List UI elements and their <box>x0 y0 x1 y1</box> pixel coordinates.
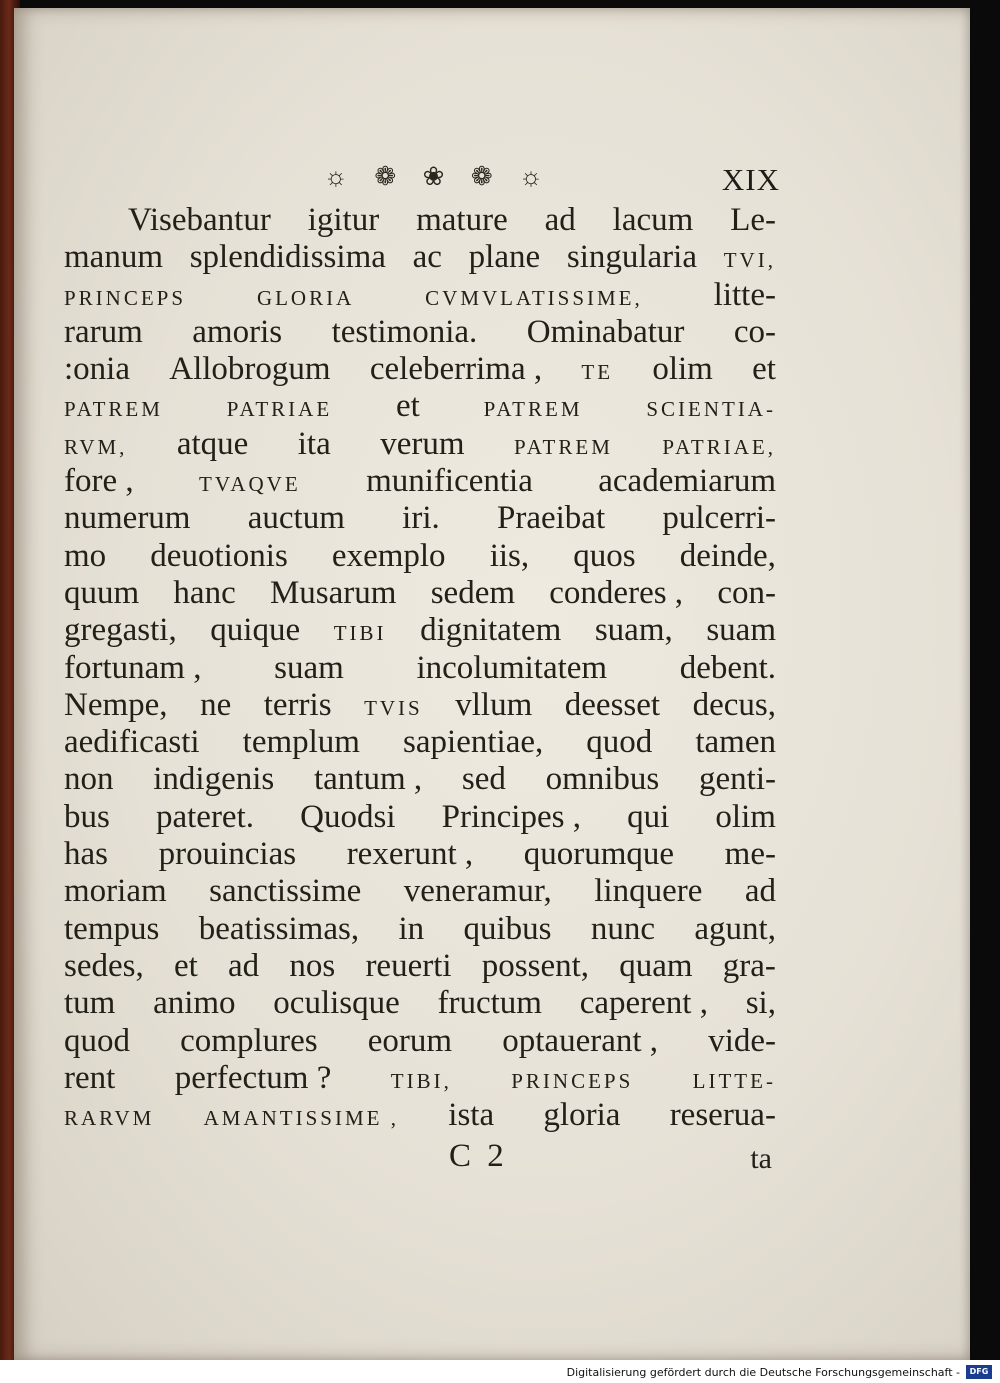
word: tantum , <box>313 761 423 798</box>
word: igitur <box>307 202 380 238</box>
text-line <box>64 463 776 500</box>
word: nunc <box>590 910 656 947</box>
word: rent <box>64 1059 116 1096</box>
word: PATRIAE, <box>662 434 776 459</box>
word: RARVM <box>64 1106 155 1131</box>
text-line <box>64 836 776 873</box>
word: TVI, <box>723 248 776 273</box>
word: qui <box>627 798 670 835</box>
word: et <box>173 947 198 984</box>
word: auctum <box>247 500 345 537</box>
word: PATREM <box>483 397 583 422</box>
body-text <box>64 202 776 1134</box>
word: Praeibat <box>497 500 606 537</box>
word: LITTE- <box>692 1068 776 1093</box>
word: sedem <box>430 574 516 611</box>
text-line <box>64 388 776 425</box>
word: amoris <box>192 313 283 350</box>
word: Nempe, <box>64 686 168 723</box>
word: TE <box>581 360 614 385</box>
word: sed <box>461 761 506 798</box>
text-line <box>64 500 776 537</box>
word: complures <box>180 1022 318 1059</box>
word: pulcerri- <box>662 500 776 537</box>
word: reserua- <box>669 1097 776 1134</box>
word: prouincias <box>158 836 297 873</box>
running-header <box>64 162 780 202</box>
text-line <box>64 575 776 612</box>
word: Le- <box>730 202 776 238</box>
word: PRINCEPS <box>64 285 187 310</box>
word: suam, <box>594 612 673 649</box>
word: oculisque <box>273 985 400 1022</box>
word: incolumitatem <box>416 649 608 686</box>
word: rexerunt , <box>346 836 474 873</box>
word: nos <box>289 947 336 984</box>
word: linquere <box>594 873 703 910</box>
word: exemplo <box>331 537 446 574</box>
text-line <box>64 426 776 463</box>
word: debent. <box>679 649 776 686</box>
word: moriam <box>64 873 167 910</box>
word: Quodsi <box>300 798 396 835</box>
word: suam <box>274 649 344 686</box>
dfg-logo: DFG <box>966 1365 992 1379</box>
text-line <box>64 911 776 948</box>
word: eorum <box>367 1022 453 1059</box>
word: ad <box>544 202 576 238</box>
text-line <box>64 1023 776 1060</box>
text-line <box>64 799 776 836</box>
word: veneramur, <box>403 873 552 910</box>
word: vide- <box>708 1022 776 1059</box>
word: mature <box>416 202 508 238</box>
word: gregasti, <box>64 612 177 649</box>
word: ac <box>412 239 442 276</box>
word: TVAQVE <box>199 472 301 497</box>
word: Visebantur <box>128 202 271 238</box>
text-line <box>64 239 776 276</box>
word: ad <box>228 947 260 984</box>
word: Musarum <box>269 574 397 611</box>
text-line <box>64 277 776 314</box>
word: GLORIA <box>256 285 355 310</box>
word: ista <box>448 1097 495 1134</box>
funding-notice: Digitalisierung gefördert durch die Deutsche Forschungsgemeinschaft - <box>566 1366 960 1379</box>
word: pateret. <box>155 798 255 835</box>
word: ad <box>744 873 776 910</box>
word: hanc <box>173 574 236 611</box>
text-line <box>64 1060 776 1097</box>
word: indigenis <box>153 761 275 798</box>
word: TIBI, <box>390 1068 452 1093</box>
word: iri. <box>402 500 440 537</box>
text-line <box>64 314 776 351</box>
word: caperent , <box>579 985 708 1022</box>
word: manum <box>64 239 163 276</box>
word: beatissimas, <box>198 910 360 947</box>
word: conderes , <box>549 574 684 611</box>
word: tempus <box>64 910 160 947</box>
word: deinde, <box>679 537 776 574</box>
word: quod <box>586 724 653 761</box>
word: fructum <box>437 985 542 1022</box>
word: dignitatem <box>420 612 562 649</box>
text-line <box>64 612 776 649</box>
text-line <box>64 650 776 687</box>
scanned-page <box>14 8 970 1360</box>
word: si, <box>745 985 776 1022</box>
word: et <box>752 351 776 388</box>
word: quibus <box>463 910 552 947</box>
text-line <box>64 351 776 388</box>
word: decus, <box>692 686 776 723</box>
text-line <box>64 948 776 985</box>
word: TVIS <box>364 695 423 720</box>
word: TIBI <box>333 621 387 646</box>
word: quod <box>64 1022 130 1059</box>
word: sapientiae, <box>403 724 544 761</box>
word: academiarum <box>598 463 776 500</box>
word: ne <box>200 686 232 723</box>
word: quorumque <box>523 836 675 873</box>
word: olim <box>715 798 776 835</box>
word: mo <box>64 537 107 574</box>
word: genti- <box>699 761 776 798</box>
word: animo <box>153 985 236 1022</box>
word: aedificasti <box>64 724 200 761</box>
word: et <box>395 388 420 425</box>
word: :onia <box>64 351 130 388</box>
signature-mark: C 2 <box>449 1138 508 1175</box>
word: munificentia <box>366 463 533 500</box>
word: PATRIAE <box>226 397 333 422</box>
word: olim <box>652 351 713 388</box>
word: Allobrogum <box>169 351 331 388</box>
text-line <box>64 687 776 724</box>
word: deesset <box>564 686 661 723</box>
word: quique <box>210 612 301 649</box>
header-ornament: ☼ ❁ ❀ ❁ ☼ <box>324 162 554 191</box>
word: terris <box>263 686 332 723</box>
word: ita <box>297 425 331 462</box>
word: sanctissime <box>209 873 362 910</box>
word: tum <box>64 985 116 1022</box>
word: omnibus <box>545 761 660 798</box>
word: iis, <box>489 537 530 574</box>
text-line <box>64 202 776 239</box>
word: con- <box>717 574 776 611</box>
word: singularia <box>566 239 697 276</box>
word: rarum <box>64 313 143 350</box>
word: reuerti <box>365 947 452 984</box>
catchword: ta <box>750 1142 772 1176</box>
word: agunt, <box>694 910 776 947</box>
word: suam <box>706 612 776 649</box>
text-line <box>64 985 776 1022</box>
word: quam <box>619 947 693 984</box>
text-line <box>64 873 776 910</box>
word: celeberrima , <box>369 351 543 388</box>
page-footer <box>64 1138 776 1178</box>
word: PATREM <box>513 434 613 459</box>
word: atque <box>176 425 249 462</box>
word: me- <box>724 836 776 873</box>
word: plane <box>468 239 541 276</box>
page-content <box>64 162 780 1178</box>
word: optauerant , <box>502 1022 659 1059</box>
word: AMANTISSIME , <box>203 1106 399 1131</box>
word: gloria <box>543 1097 621 1134</box>
word: SCIENTIA- <box>646 397 776 422</box>
word: fortunam , <box>64 649 202 686</box>
word: in <box>398 910 425 947</box>
word: co- <box>733 313 776 350</box>
word: quos <box>573 537 636 574</box>
word: RVM, <box>64 434 128 459</box>
word: non <box>64 761 114 798</box>
word: Ominabatur <box>526 313 685 350</box>
word: deuotionis <box>150 537 288 574</box>
word: verum <box>380 425 465 462</box>
word: perfectum ? <box>174 1059 332 1096</box>
word: Principes , <box>441 798 581 835</box>
text-line <box>64 538 776 575</box>
word: gra- <box>722 947 776 984</box>
word: numerum <box>64 500 191 537</box>
word: lacum <box>612 202 694 238</box>
word: fore , <box>64 463 134 500</box>
funding-bar <box>0 1360 1000 1383</box>
word: CVMVLATISSIME, <box>425 285 643 310</box>
word: sedes, <box>64 947 144 984</box>
text-line <box>64 761 776 798</box>
word: possent, <box>481 947 590 984</box>
word: quum <box>64 574 140 611</box>
word: PRINCEPS <box>511 1068 634 1093</box>
text-line <box>64 1097 776 1134</box>
word: vllum <box>455 686 533 723</box>
word: splendidissima <box>189 239 386 276</box>
word: templum <box>242 724 360 761</box>
word: testimonia. <box>331 313 478 350</box>
word: PATREM <box>64 397 163 422</box>
word: bus <box>64 798 110 835</box>
word: has <box>64 836 108 873</box>
word: litte- <box>713 276 776 313</box>
text-line <box>64 724 776 761</box>
word: tamen <box>695 724 776 761</box>
page-number: XIX <box>721 162 780 197</box>
